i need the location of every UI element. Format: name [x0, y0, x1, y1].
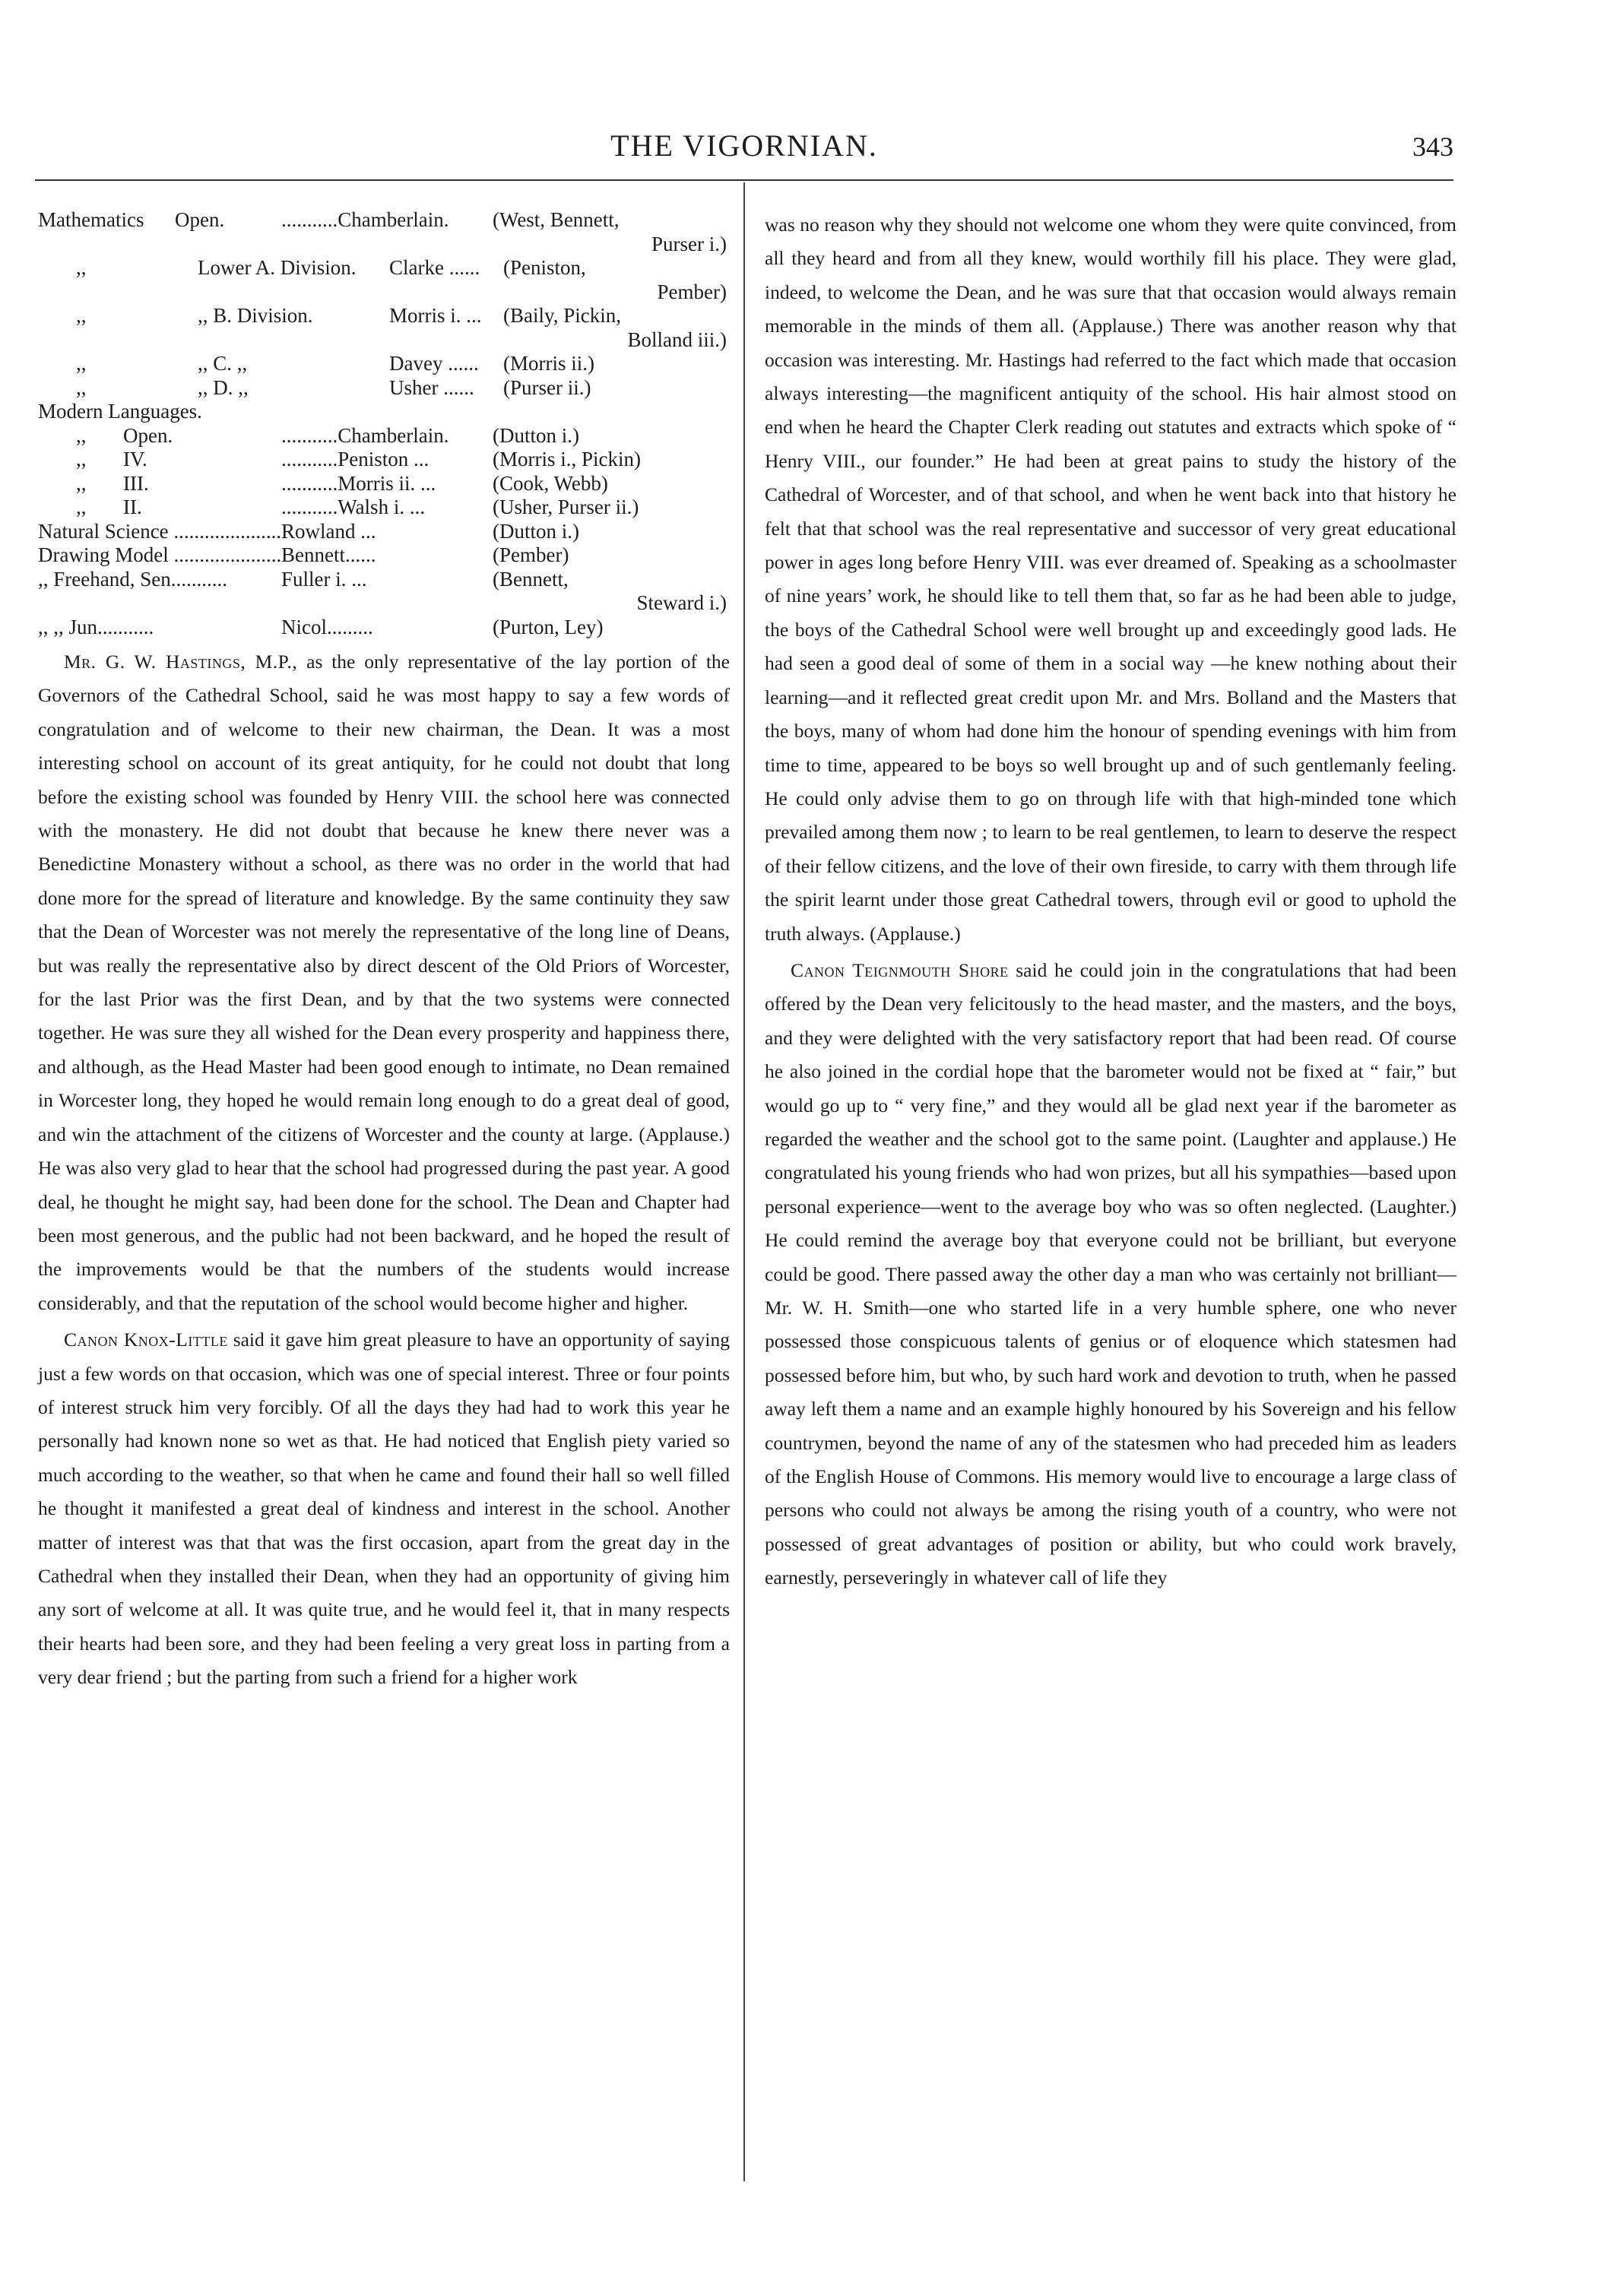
page-header: [35, 128, 1453, 173]
prize-cell-c: Davey ......: [389, 352, 479, 375]
prize-row: [38, 424, 730, 448]
prize-row: [38, 472, 730, 496]
prize-cell-a: ,,: [76, 471, 87, 495]
prize-cell-b: IV.: [123, 448, 147, 470]
prize-cell-c: ...........Chamberlain.: [281, 208, 449, 231]
prize-cell-a: ,,: [76, 256, 87, 279]
prize-cell-a: ,,: [76, 496, 87, 518]
prize-cell-a: ,, Freehand, Sen...........: [38, 567, 227, 591]
paragraph: [38, 645, 730, 1320]
paragraph-text: was no reason why they should not welcome one whom they were quite convinced, from all they heard and from all they knew, would worthily fill his place. They were glad, indeed, to welcome the Dean, and he was sure that that occasion would always remain memorable in the minds of them all. (Applause.) There was another reason why that occasion was interesting. Mr. Hastings had referred to the fact which made that occasion always interesting—the magnificent antiquity of the school. His hair almost stood on end when he heard the Chapter Clerk reading out statutes and extracts which spoke of “ Henry VIII., our founder.” He had been at great pains to study the history of the Cathedral of Worcester, and of that school, and when he went back into that history he felt that that school was the real representative and successor of very great educational power in ages long before Henry VIII. was ever dreamed of. Speaking as a schoolmaster of nine years’ work, he should like to tell them that, so far as he had been able to judge, the boys of the Cathedral School were well brought up and exceedingly good lads. He had seen a good deal of some of them in a social way —he knew nothing about their learning—and it reflected great credit upon Mr. and Mrs. Bolland and the Masters that the boys, many of whom had done him the honour of spending evenings with him from time to time, appeared to be boys so well brought up and of such gentlemanly feeling. He could only advise them to go on through life with that high-minded tone which prevailed among them now ; to learn to be real gentlemen, to learn to deserve the respect of their fellow citizens, and the love of their own fireside, to carry with them through life the spirit learnt under those great Cathedral towers, through evil or good to uphold the truth always. (Applause.): [765, 214, 1456, 945]
prize-row: [38, 568, 730, 592]
prize-cell-c: ...........Chamberlain.: [281, 423, 449, 447]
speaker-name: Canon Teignmouth Shore: [791, 958, 1009, 981]
left-paragraphs: [38, 645, 730, 1695]
prize-cell-d: (West, Bennett,: [493, 208, 620, 231]
prize-cell-d: (Cook, Webb): [493, 471, 608, 495]
paragraph-text: as the only representative of the lay portion of the Governors of the Cathedral School, said he was most happy to say a few words of congratulation and of welcome to their new chairman, the Dean. It was a most interesting school on account of its great antiquity, for he could not doubt that long before the existing school was founded by Henry VIII. the school here was connected with the monastery. He did not doubt that because he knew there never was a Benedictine Monastery without a school, as there was no order in the world that had done more for the spread of literature and knowledge. By the same continuity they saw that the Dean of Worcester was not merely the representative of the long line of Deans, but was really the representative also by direct descent of the Old Priors of Worcester, for the last Prior was the first Dean, and by that the two systems were connected together. He was sure they all wished for the Dean every prosperity and happiness there, and although, as the Head Master had been good enough to intimate, no Dean remained in Worcester long, they hoped he would remain long enough to do a great deal of good, and win the attachment of the citizens of Worcester and the county at large. (Applause.) He was also very glad to hear that the school had progressed during the past year. A good deal, he thought he might say, had been done for the school. The Dean and Chapter had been most generous, and the public had not been backward, and he hoped the result of the improvements would be that the numbers of the students would increase considerably, and that the reputation of the school would become higher and higher.: [38, 651, 730, 1314]
prize-row: [38, 352, 730, 376]
prize-cell-b: Open.: [175, 208, 225, 231]
right-column: [765, 208, 1456, 1595]
prize-cell-a: ,,: [76, 448, 87, 470]
paragraph-text: said he could join in the congratulations that had been offered by the Dean very felicitously to the head master, and the masters, and the boys, and they were delighted with the very satisfactory report that had been read. Of course he also joined in the cordial hope that the barometer would not be fixed at “ fair,” but would go up to “ very fine,” and they would all be glad next year if the barometer as regarded the weather and the school got to the same point. (Laughter and applause.) He congratulated his young friends who had won prizes, but all his sympathies—based upon personal experience—went to the average boy who was so often neglected. (Laughter.) He could remind the average boy that everyone could not be brilliant, but everyone could be good. There passed away the other day a man who was certainly not brilliant—Mr. W. H. Smith—one who started life in a very humble sphere, one who never possessed those conspicuous talents of genius or of eloquence which statesmen had possessed before him, but who, by such hard work and devotion to truth, when he passed away left them a name and an example highly honoured by his Sovereign and his fellow countrymen, beyond the name of any of the statesmen who had preceded him as leaders of the English House of Commons. His memory would live to encourage a large class of persons who could not always be among the rising youth of a country, who were not possessed of great advantages of position or ability, but who could work bravely, earnestly, perseveringly in whatever call of life they: [765, 958, 1456, 1589]
prize-cell-d: (Peniston,: [503, 256, 586, 279]
prize-continuation: Purser i.): [651, 232, 727, 255]
prize-cell-d: (Morris ii.): [503, 352, 594, 375]
prize-cell-c: Fuller i. ...: [281, 567, 367, 591]
prize-cell-c: Rowland ...: [281, 519, 376, 543]
prize-continuation: Bolland iii.): [627, 328, 727, 351]
prize-row: [38, 616, 730, 640]
prize-row: [38, 496, 730, 520]
prize-cell-a: ,,: [76, 352, 87, 375]
prize-cell-c: Usher ......: [389, 375, 474, 399]
header-rule: [35, 179, 1453, 181]
prize-cell-a: Modern Languages.: [38, 400, 202, 423]
prize-cell-b: Open.: [123, 423, 173, 447]
right-paragraphs: [765, 208, 1456, 1595]
prize-cell-c: Clarke ......: [389, 256, 480, 279]
prize-cell-c: Morris i. ...: [389, 304, 482, 327]
prize-cell-c: ...........Morris ii. ...: [281, 471, 436, 495]
speaker-name: Mr. G. W. Hastings, M.P.,: [64, 651, 298, 673]
prize-continuation: Pember): [657, 280, 727, 303]
prize-cell-c: ...........Walsh i. ...: [281, 496, 426, 518]
prize-cell-a: ,, ,, Jun...........: [38, 615, 154, 638]
paragraph: [765, 208, 1456, 951]
prize-row: [38, 376, 730, 401]
paragraph-text: said it gave him great pleasure to have an opportunity of saying just a few words on that occasion, which was one of special interest. Three or four points of interest struck him very forcibly. Of all the days they had had to work this year he personally had known none so wet as that. He had noticed that English piety varied so much according to the weather, so that when he came and found their hall so well filled he thought it manifested a great deal of kindness and interest in the school. Another matter of interest was that that was the first occasion, apart from the great day in the Cathedral when they installed their Dean, when they had an opportunity of giving him any sort of welcome at all. It was quite true, and he would feel it, that in many respects their hearts had been sore, and they had been feeling a very great loss in parting from a very dear friend ; but the parting from such a friend for a higher work: [38, 1329, 730, 1689]
prize-cell-c: Bennett......: [281, 543, 376, 566]
prize-cell-d: (Bennett,: [493, 567, 569, 591]
prize-row: [38, 543, 730, 568]
prize-continuation: Steward i.): [636, 591, 727, 614]
prize-cell-a: ,,: [76, 375, 87, 399]
paragraph: [765, 954, 1456, 1595]
prize-cell-d: (Usher, Purser ii.): [493, 496, 639, 518]
prize-cell-d: (Dutton i.): [493, 519, 579, 543]
prize-cell-b: ,, C. ,,: [198, 352, 248, 375]
column-divider: [743, 182, 745, 2181]
prize-cell-d: (Dutton i.): [493, 423, 579, 447]
prize-cell-d: (Baily, Pickin,: [503, 304, 621, 327]
prize-cell-a: Natural Science .....................: [38, 519, 282, 543]
prize-cell-b: II.: [123, 496, 142, 518]
prize-cell-d: (Purton, Ley): [493, 615, 604, 638]
speaker-name: Canon Knox-Little: [64, 1329, 228, 1351]
prize-cell-c: ...........Peniston ...: [281, 448, 429, 470]
prize-cell-c: Nicol.........: [281, 615, 373, 638]
prize-row: [38, 304, 730, 328]
prize-cell-a: ,,: [76, 423, 87, 447]
prize-cell-b: III.: [123, 471, 149, 495]
prize-cell-b: ,, B. Division.: [198, 304, 313, 327]
prize-row: [38, 520, 730, 544]
prize-cell-d: (Purser ii.): [503, 375, 591, 399]
prize-cell-b: Lower A. Division.: [198, 256, 357, 279]
prize-list: [38, 208, 730, 639]
prize-row: [38, 208, 730, 233]
paragraph: [38, 1323, 730, 1694]
prize-cell-d: (Pember): [493, 543, 569, 566]
prize-cell-a: ,,: [76, 304, 87, 327]
prize-row: [38, 448, 730, 472]
prize-cell-b: ,, D. ,,: [198, 375, 249, 399]
prize-row: [38, 256, 730, 280]
prize-row: [38, 400, 730, 424]
journal-title: THE VIGORNIAN.: [610, 128, 878, 163]
prize-cell-a: Drawing Model .....................: [38, 543, 282, 566]
left-column: [38, 208, 730, 1695]
page-number: 343: [1412, 131, 1453, 162]
prize-cell-d: (Morris i., Pickin): [493, 448, 641, 470]
prize-cell-a: Mathematics: [38, 208, 144, 231]
